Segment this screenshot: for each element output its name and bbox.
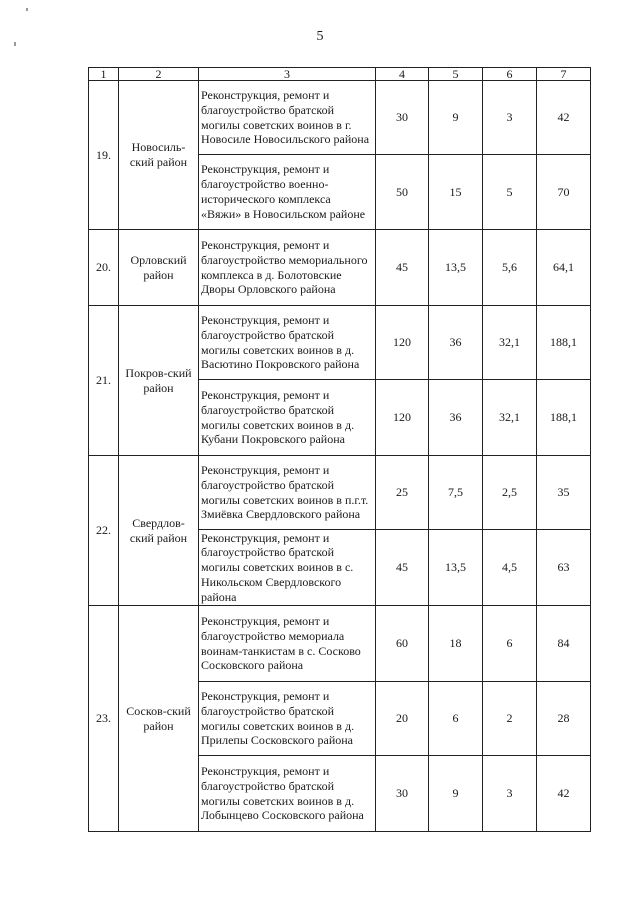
value-col4: 20 — [376, 682, 429, 756]
work-description: Реконструкция, ремонт и благоустройство братской могилы советских воинов в с. Никольском Свердловского района — [199, 530, 376, 606]
region-name: Орловский район — [119, 230, 199, 306]
value-col6: 2 — [483, 682, 537, 756]
value-col5: 13,5 — [429, 530, 483, 606]
value-col6: 4,5 — [483, 530, 537, 606]
value-col6: 5 — [483, 155, 537, 230]
table-row — [89, 230, 591, 306]
work-description: Реконструкция, ремонт и благоустройство мемориала воинам-танкистам в с. Сосково Сосковского района — [199, 606, 376, 682]
value-col4: 50 — [376, 155, 429, 230]
value-col4: 60 — [376, 606, 429, 682]
column-header: 1 — [89, 68, 119, 81]
column-header: 5 — [429, 68, 483, 81]
value-col5: 6 — [429, 682, 483, 756]
work-description: Реконструкция, ремонт и благоустройство братской могилы советских воинов в д. Прилепы Сосковского района — [199, 682, 376, 756]
value-col6: 3 — [483, 81, 537, 155]
value-col7: 42 — [537, 81, 591, 155]
table-row — [89, 306, 591, 380]
work-description: Реконструкция, ремонт и благоустройство братской могилы советских воинов в г. Новосиле Новосильского района — [199, 81, 376, 155]
work-description: Реконструкция, ремонт и благоустройство братской могилы советских воинов в д. Кубани Покровского района — [199, 380, 376, 456]
value-col4: 25 — [376, 456, 429, 530]
value-col5: 9 — [429, 756, 483, 832]
scan-mark — [26, 8, 28, 11]
work-description: Реконструкция, ремонт и благоустройство военно-исторического комплекса «Вяжи» в Новосильском районе — [199, 155, 376, 230]
work-description: Реконструкция, ремонт и благоустройство братской могилы советских воинов в д. Лобынцево Сосковского района — [199, 756, 376, 832]
value-col7: 35 — [537, 456, 591, 530]
region-name: Свердлов-ский район — [119, 456, 199, 606]
value-col4: 45 — [376, 230, 429, 306]
value-col5: 13,5 — [429, 230, 483, 306]
row-number: 22. — [89, 456, 119, 606]
value-col7: 84 — [537, 606, 591, 682]
row-number: 19. — [89, 81, 119, 230]
row-number: 20. — [89, 230, 119, 306]
value-col7: 70 — [537, 155, 591, 230]
column-header: 7 — [537, 68, 591, 81]
value-col7: 64,1 — [537, 230, 591, 306]
work-description: Реконструкция, ремонт и благоустройство братской могилы советских воинов в д. Васютино Покровского района — [199, 306, 376, 380]
value-col5: 36 — [429, 306, 483, 380]
value-col5: 9 — [429, 81, 483, 155]
value-col4: 120 — [376, 306, 429, 380]
value-col5: 18 — [429, 606, 483, 682]
table-row — [89, 456, 591, 530]
value-col4: 30 — [376, 81, 429, 155]
value-col6: 2,5 — [483, 456, 537, 530]
row-number: 21. — [89, 306, 119, 456]
region-name: Новосиль-ский район — [119, 81, 199, 230]
value-col7: 188,1 — [537, 306, 591, 380]
region-name: Сосков-ский район — [119, 606, 199, 832]
column-header: 4 — [376, 68, 429, 81]
value-col6: 32,1 — [483, 306, 537, 380]
scan-mark — [14, 42, 16, 46]
header-row — [89, 68, 591, 81]
value-col6: 3 — [483, 756, 537, 832]
value-col7: 63 — [537, 530, 591, 606]
value-col4: 120 — [376, 380, 429, 456]
column-header: 6 — [483, 68, 537, 81]
value-col7: 42 — [537, 756, 591, 832]
row-number: 23. — [89, 606, 119, 832]
work-description: Реконструкция, ремонт и благоустройство братской могилы советских воинов в п.г.т. Змиёвка Свердловского района — [199, 456, 376, 530]
value-col4: 45 — [376, 530, 429, 606]
value-col6: 6 — [483, 606, 537, 682]
table-row — [89, 81, 591, 155]
column-header: 2 — [119, 68, 199, 81]
value-col7: 28 — [537, 682, 591, 756]
works-table — [88, 67, 591, 832]
value-col4: 30 — [376, 756, 429, 832]
work-description: Реконструкция, ремонт и благоустройство мемориального комплекса в д. Болотовские Дворы Орловского района — [199, 230, 376, 306]
table-row — [89, 606, 591, 682]
region-name: Покров-ский район — [119, 306, 199, 456]
page-number: 5 — [316, 29, 324, 44]
column-header: 3 — [199, 68, 376, 81]
value-col6: 32,1 — [483, 380, 537, 456]
value-col5: 15 — [429, 155, 483, 230]
value-col6: 5,6 — [483, 230, 537, 306]
value-col5: 36 — [429, 380, 483, 456]
value-col7: 188,1 — [537, 380, 591, 456]
value-col5: 7,5 — [429, 456, 483, 530]
